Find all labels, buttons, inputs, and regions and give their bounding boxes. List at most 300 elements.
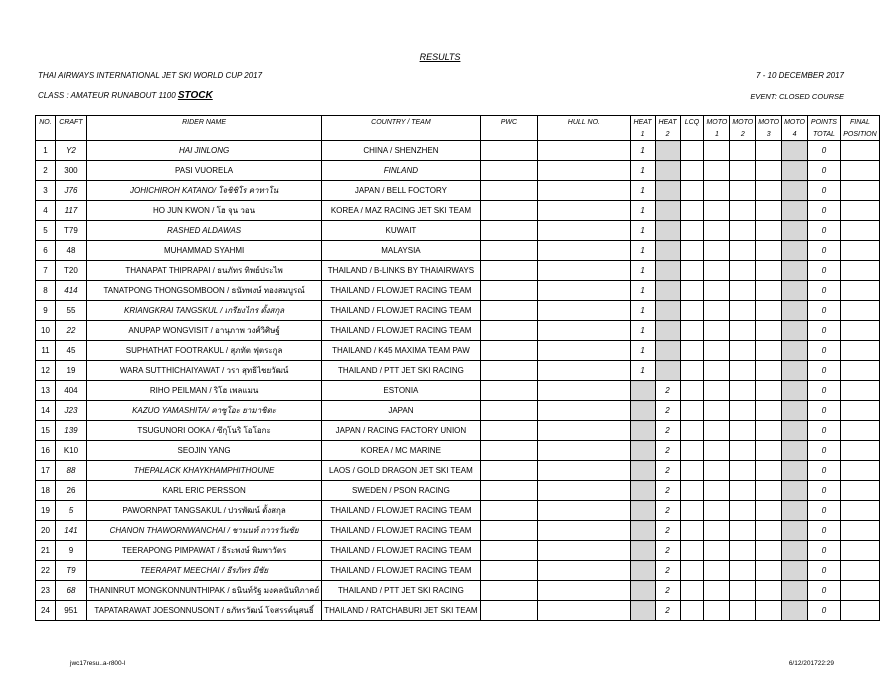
cell-hull [538, 181, 630, 201]
col-moto-4-label: MOTO [782, 116, 808, 129]
cell-rider: SEOJIN YANG [86, 441, 321, 461]
cell-lcq [680, 241, 704, 261]
cell-country: THAILAND / FLOWJET RACING TEAM [322, 521, 480, 541]
cell-final-position [840, 301, 879, 321]
cell-lcq [680, 481, 704, 501]
cell-hull [538, 161, 630, 181]
class-line [38, 90, 213, 101]
cell-pwc [480, 481, 538, 501]
cell-country: KUWAIT [322, 221, 480, 241]
cell-points-total: 0 [807, 241, 840, 261]
cell-country: JAPAN [322, 401, 480, 421]
cell-no: 22 [36, 561, 56, 581]
cell-moto-1 [704, 521, 730, 541]
cell-moto-1 [704, 421, 730, 441]
cell-country: ESTONIA [322, 381, 480, 401]
cell-moto-4 [782, 481, 808, 501]
class-prefix: CLASS : AMATEUR RUNABOUT 1100 [38, 91, 178, 100]
cell-craft: K10 [55, 441, 86, 461]
cell-hull [538, 141, 630, 161]
cell-rider: PAWORNPAT TANGSAKUL / ปวรพัฒน์ ตั้งสกุล [86, 501, 321, 521]
cell-moto-1 [704, 581, 730, 601]
cell-rider: KARL ERIC PERSSON [86, 481, 321, 501]
cell-moto-3 [756, 481, 782, 501]
cell-moto-4 [782, 261, 808, 281]
cell-hull [538, 241, 630, 261]
cell-rider: TSUGUNORI OOKA / ซึกุโนริ โอโอกะ [86, 421, 321, 441]
cell-country: KOREA / MAZ RACING JET SKI TEAM [322, 201, 480, 221]
cell-moto-1 [704, 541, 730, 561]
table-row [36, 581, 880, 601]
col-points: POINTS [807, 116, 840, 129]
cell-heat-1: 1 [630, 361, 655, 381]
cell-points-total: 0 [807, 301, 840, 321]
cell-lcq [680, 281, 704, 301]
cell-moto-2 [730, 481, 756, 501]
cell-lcq [680, 261, 704, 281]
cell-no: 21 [36, 541, 56, 561]
cell-heat-1 [630, 401, 655, 421]
cell-final-position [840, 581, 879, 601]
table-row [36, 341, 880, 361]
cell-moto-1 [704, 601, 730, 621]
cell-points-total: 0 [807, 481, 840, 501]
cell-heat-1 [630, 581, 655, 601]
cell-heat-1 [630, 501, 655, 521]
cell-craft: Y2 [55, 141, 86, 161]
cell-points-total: 0 [807, 461, 840, 481]
header-row-1 [36, 116, 880, 129]
cell-points-total: 0 [807, 421, 840, 441]
cell-moto-1 [704, 221, 730, 241]
cell-final-position [840, 521, 879, 541]
cell-craft: 117 [55, 201, 86, 221]
cell-moto-1 [704, 161, 730, 181]
cell-craft: 9 [55, 541, 86, 561]
cell-country: THAILAND / K45 MAXIMA TEAM PAW [322, 341, 480, 361]
cell-moto-3 [756, 401, 782, 421]
cell-moto-2 [730, 341, 756, 361]
table-row [36, 561, 880, 581]
cell-no: 16 [36, 441, 56, 461]
cell-heat-1 [630, 521, 655, 541]
cell-moto-3 [756, 201, 782, 221]
cell-no: 8 [36, 281, 56, 301]
cell-moto-3 [756, 301, 782, 321]
cell-final-position [840, 501, 879, 521]
table-row [36, 401, 880, 421]
cell-lcq [680, 421, 704, 441]
table-row [36, 501, 880, 521]
cell-moto-2 [730, 541, 756, 561]
col-country-blank [322, 128, 480, 141]
cell-moto-3 [756, 581, 782, 601]
cell-moto-4 [782, 501, 808, 521]
cell-country: THAILAND / B-LINKS BY THAIAIRWAYS [322, 261, 480, 281]
cell-moto-1 [704, 441, 730, 461]
cell-moto-1 [704, 181, 730, 201]
cell-points-total: 0 [807, 321, 840, 341]
cell-no: 17 [36, 461, 56, 481]
cell-rider: HO JUN KWON / โฮ จุน วอน [86, 201, 321, 221]
cell-lcq [680, 181, 704, 201]
cell-heat-2: 2 [655, 501, 680, 521]
table-row [36, 421, 880, 441]
cell-heat-1 [630, 481, 655, 501]
cell-moto-4 [782, 281, 808, 301]
cell-moto-4 [782, 581, 808, 601]
cell-heat-1 [630, 441, 655, 461]
cell-pwc [480, 181, 538, 201]
cell-heat-2: 2 [655, 401, 680, 421]
results-table [35, 115, 880, 621]
cell-points-total: 0 [807, 201, 840, 221]
cell-moto-4 [782, 521, 808, 541]
cell-rider: THANAPAT THIPRAPAI / ธนภัทร ทิพย์ประไพ [86, 261, 321, 281]
cell-final-position [840, 241, 879, 261]
cell-country: JAPAN / BELL FOCTORY [322, 181, 480, 201]
cell-moto-4 [782, 461, 808, 481]
cell-pwc [480, 601, 538, 621]
cell-pwc [480, 441, 538, 461]
cell-moto-4 [782, 221, 808, 241]
table-row [36, 161, 880, 181]
cell-heat-1: 1 [630, 141, 655, 161]
col-hull-blank [538, 128, 630, 141]
cell-rider: CHANON THAWORNWANCHAI / ชานนท์ ถาวรวันชัย [86, 521, 321, 541]
cell-moto-3 [756, 141, 782, 161]
cell-heat-2 [655, 281, 680, 301]
cell-moto-3 [756, 601, 782, 621]
col-heat-1-label: HEAT [630, 116, 655, 129]
cell-lcq [680, 461, 704, 481]
cell-craft: 5 [55, 501, 86, 521]
cell-final-position [840, 361, 879, 381]
header-row-2 [36, 128, 880, 141]
cell-moto-2 [730, 381, 756, 401]
cell-hull [538, 321, 630, 341]
cell-pwc [480, 301, 538, 321]
cell-points-total: 0 [807, 361, 840, 381]
cell-rider: WARA SUTTHICHAIYAWAT / วรา สุทธิไชยวัฒน์ [86, 361, 321, 381]
cell-craft: 68 [55, 581, 86, 601]
cell-craft: 26 [55, 481, 86, 501]
cell-no: 18 [36, 481, 56, 501]
cell-pwc [480, 501, 538, 521]
cell-lcq [680, 301, 704, 321]
class-stock: STOCK [177, 90, 213, 101]
cell-moto-3 [756, 361, 782, 381]
cell-rider: TEERAPAT MEECHAI / ธีรภัทร มีชัย [86, 561, 321, 581]
table-row [36, 201, 880, 221]
cell-final-position [840, 541, 879, 561]
cell-heat-2 [655, 301, 680, 321]
cell-moto-2 [730, 221, 756, 241]
cell-heat-1: 1 [630, 321, 655, 341]
col-moto-3-num: 3 [756, 128, 782, 141]
cell-craft: 414 [55, 281, 86, 301]
cell-lcq [680, 381, 704, 401]
cell-rider: TAPATARAWAT JOESONNUSONT / ธภัทรวัฒน์ โจสรรค์นุสนธิ์ [86, 601, 321, 621]
cell-country: THAILAND / FLOWJET RACING TEAM [322, 541, 480, 561]
cell-lcq [680, 521, 704, 541]
cell-heat-2 [655, 201, 680, 221]
cell-rider: KRIANGKRAI TANGSKUL / เกรียงไกร ตั้งสกุล [86, 301, 321, 321]
cell-no: 2 [36, 161, 56, 181]
cell-heat-2 [655, 341, 680, 361]
col-lcq: LCQ [680, 116, 704, 129]
cell-moto-1 [704, 341, 730, 361]
cell-moto-4 [782, 441, 808, 461]
cell-pwc [480, 241, 538, 261]
cell-moto-2 [730, 601, 756, 621]
cell-heat-1: 1 [630, 201, 655, 221]
cell-country: THAILAND / FLOWJET RACING TEAM [322, 301, 480, 321]
cell-heat-2 [655, 221, 680, 241]
col-heat-2-label: HEAT [655, 116, 680, 129]
cell-no: 5 [36, 221, 56, 241]
cell-heat-1 [630, 421, 655, 441]
cell-no: 20 [36, 521, 56, 541]
cell-no: 3 [36, 181, 56, 201]
cell-heat-2 [655, 321, 680, 341]
cell-lcq [680, 161, 704, 181]
cell-points-total: 0 [807, 561, 840, 581]
footer-file: jwc17resu..a-r800-l [70, 660, 126, 667]
cell-country: FINLAND [322, 161, 480, 181]
cell-moto-2 [730, 461, 756, 481]
cell-points-total: 0 [807, 381, 840, 401]
cell-moto-2 [730, 201, 756, 221]
cell-moto-3 [756, 321, 782, 341]
cell-no: 6 [36, 241, 56, 261]
cell-hull [538, 581, 630, 601]
cell-final-position [840, 441, 879, 461]
cell-heat-2 [655, 361, 680, 381]
cell-moto-1 [704, 141, 730, 161]
cell-pwc [480, 521, 538, 541]
cell-moto-4 [782, 321, 808, 341]
col-pwc-blank [480, 128, 538, 141]
cell-no: 1 [36, 141, 56, 161]
cell-moto-4 [782, 361, 808, 381]
cell-pwc [480, 221, 538, 241]
cell-moto-4 [782, 601, 808, 621]
cell-heat-1 [630, 541, 655, 561]
cell-no: 7 [36, 261, 56, 281]
cell-moto-2 [730, 581, 756, 601]
cell-moto-1 [704, 381, 730, 401]
cell-moto-3 [756, 421, 782, 441]
col-rider-blank [86, 128, 321, 141]
cell-craft: T9 [55, 561, 86, 581]
col-country: COUNTRY / TEAM [322, 116, 480, 129]
cell-country: SWEDEN / PSON RACING [322, 481, 480, 501]
event-date: 7 - 10 DECEMBER 2017 [755, 71, 844, 80]
event-name: THAI AIRWAYS INTERNATIONAL JET SKI WORLD CUP 2017 [38, 71, 263, 80]
cell-moto-1 [704, 301, 730, 321]
cell-points-total: 0 [807, 341, 840, 361]
cell-heat-2 [655, 181, 680, 201]
cell-lcq [680, 341, 704, 361]
table-row [36, 441, 880, 461]
cell-hull [538, 601, 630, 621]
cell-country: THAILAND / FLOWJET RACING TEAM [322, 561, 480, 581]
cell-points-total: 0 [807, 221, 840, 241]
cell-moto-1 [704, 281, 730, 301]
cell-final-position [840, 321, 879, 341]
cell-points-total: 0 [807, 161, 840, 181]
cell-pwc [480, 141, 538, 161]
col-moto-1-num: 1 [704, 128, 730, 141]
cell-moto-4 [782, 401, 808, 421]
table-row [36, 241, 880, 261]
cell-craft: 48 [55, 241, 86, 261]
cell-rider: PASI VUORELA [86, 161, 321, 181]
cell-no: 4 [36, 201, 56, 221]
cell-heat-1: 1 [630, 241, 655, 261]
table-row [36, 481, 880, 501]
cell-points-total: 0 [807, 601, 840, 621]
col-no: NO. [36, 116, 56, 129]
cell-lcq [680, 321, 704, 341]
table-row [36, 361, 880, 381]
col-rider: RIDER NAME [86, 116, 321, 129]
cell-moto-4 [782, 141, 808, 161]
cell-points-total: 0 [807, 541, 840, 561]
cell-heat-2: 2 [655, 561, 680, 581]
cell-moto-3 [756, 281, 782, 301]
cell-points-total: 0 [807, 181, 840, 201]
cell-final-position [840, 221, 879, 241]
table-row [36, 281, 880, 301]
cell-moto-3 [756, 221, 782, 241]
cell-moto-4 [782, 421, 808, 441]
event-type: EVENT: CLOSED COURSE [750, 92, 844, 101]
cell-moto-2 [730, 261, 756, 281]
cell-hull [538, 261, 630, 281]
cell-hull [538, 461, 630, 481]
col-no-blank [36, 128, 56, 141]
cell-points-total: 0 [807, 261, 840, 281]
table-row [36, 141, 880, 161]
col-moto-1-label: MOTO [704, 116, 730, 129]
cell-pwc [480, 361, 538, 381]
cell-points-total: 0 [807, 501, 840, 521]
cell-moto-3 [756, 441, 782, 461]
cell-pwc [480, 321, 538, 341]
cell-country: THAILAND / FLOWJET RACING TEAM [322, 281, 480, 301]
cell-no: 23 [36, 581, 56, 601]
cell-heat-2: 2 [655, 481, 680, 501]
cell-craft: J23 [55, 401, 86, 421]
cell-no: 24 [36, 601, 56, 621]
cell-hull [538, 401, 630, 421]
cell-lcq [680, 221, 704, 241]
cell-pwc [480, 381, 538, 401]
cell-craft: 88 [55, 461, 86, 481]
cell-final-position [840, 161, 879, 181]
cell-points-total: 0 [807, 401, 840, 421]
cell-no: 13 [36, 381, 56, 401]
cell-country: THAILAND / PTT JET SKI RACING [322, 361, 480, 381]
cell-heat-2 [655, 241, 680, 261]
cell-craft: T20 [55, 261, 86, 281]
cell-craft: J76 [55, 181, 86, 201]
cell-heat-2: 2 [655, 601, 680, 621]
cell-pwc [480, 161, 538, 181]
cell-lcq [680, 561, 704, 581]
col-heat-1-num: 1 [630, 128, 655, 141]
cell-moto-2 [730, 401, 756, 421]
table-row [36, 461, 880, 481]
cell-craft: 141 [55, 521, 86, 541]
cell-country: MALAYSIA [322, 241, 480, 261]
cell-moto-3 [756, 461, 782, 481]
cell-no: 15 [36, 421, 56, 441]
cell-no: 14 [36, 401, 56, 421]
cell-moto-3 [756, 541, 782, 561]
cell-final-position [840, 261, 879, 281]
cell-pwc [480, 401, 538, 421]
cell-heat-1: 1 [630, 181, 655, 201]
cell-lcq [680, 501, 704, 521]
cell-moto-3 [756, 521, 782, 541]
cell-rider: THANINRUT MONGKONNUNTHIPAK / ธนินท์รัฐ มงคลนันทิภาคย์ [86, 581, 321, 601]
cell-heat-1 [630, 461, 655, 481]
cell-final-position [840, 341, 879, 361]
col-moto-2-num: 2 [730, 128, 756, 141]
cell-hull [538, 521, 630, 541]
cell-no: 12 [36, 361, 56, 381]
cell-country: THAILAND / FLOWJET RACING TEAM [322, 321, 480, 341]
cell-moto-2 [730, 421, 756, 441]
col-final: FINAL [840, 116, 879, 129]
cell-heat-2 [655, 261, 680, 281]
col-craft-blank [55, 128, 86, 141]
cell-rider: TEERAPONG PIMPAWAT / ธีระพงษ์ พิมพาวัตร [86, 541, 321, 561]
cell-moto-2 [730, 361, 756, 381]
cell-moto-1 [704, 501, 730, 521]
cell-country: KOREA / MC MARINE [322, 441, 480, 461]
cell-heat-2: 2 [655, 461, 680, 481]
cell-moto-4 [782, 201, 808, 221]
cell-heat-2 [655, 141, 680, 161]
cell-points-total: 0 [807, 521, 840, 541]
cell-craft: 300 [55, 161, 86, 181]
cell-moto-1 [704, 321, 730, 341]
cell-heat-1 [630, 561, 655, 581]
cell-craft: T79 [55, 221, 86, 241]
cell-rider: SUPHATHAT FOOTRAKUL / สุภทัต ฟุตระกูล [86, 341, 321, 361]
cell-heat-1 [630, 601, 655, 621]
cell-moto-1 [704, 241, 730, 261]
col-moto-2-label: MOTO [730, 116, 756, 129]
table-row [36, 221, 880, 241]
cell-lcq [680, 401, 704, 421]
cell-craft: 55 [55, 301, 86, 321]
cell-rider: TANATPONG THONGSOMBOON / ธนัทพงษ์ ทองสมบูรณ์ [86, 281, 321, 301]
cell-moto-1 [704, 461, 730, 481]
cell-pwc [480, 541, 538, 561]
cell-moto-4 [782, 561, 808, 581]
cell-moto-3 [756, 161, 782, 181]
cell-moto-3 [756, 381, 782, 401]
cell-moto-4 [782, 341, 808, 361]
cell-moto-1 [704, 361, 730, 381]
cell-points-total: 0 [807, 441, 840, 461]
cell-no: 11 [36, 341, 56, 361]
